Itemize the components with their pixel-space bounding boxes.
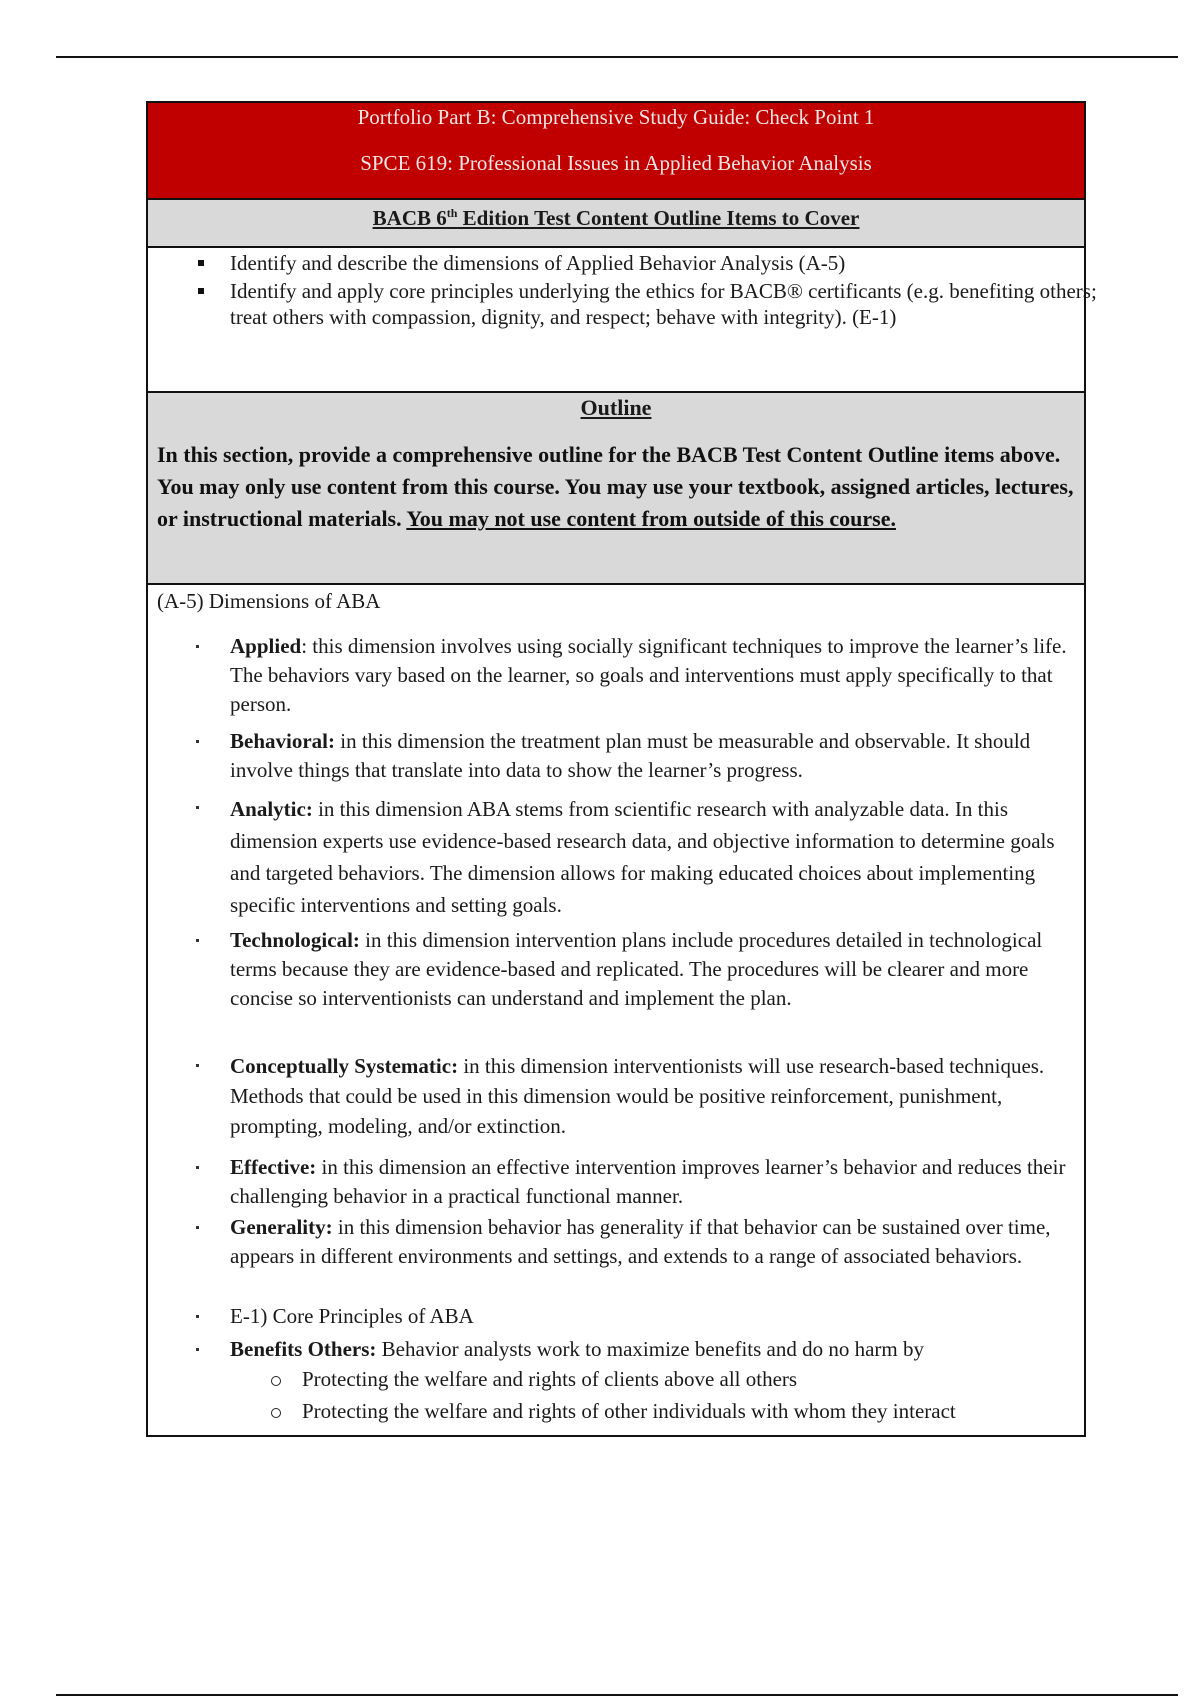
list-item: Generality: in this dimension behavior has generality if that behavior can be sustained over time, appears in different environments and settings, and extends to a range of associated behaviors.	[230, 1213, 1075, 1271]
list-item: Conceptually Systematic: in this dimension interventionists will use research-based techniques. Methods that could be used in this dimension would be positive reinforcement, punishment, prompting, modeling, and/or extinction.	[230, 1051, 1075, 1141]
outline-restriction: You may not use content from outside of this course.	[406, 506, 897, 531]
circle-bullet-icon	[271, 1408, 281, 1418]
bullet-icon	[196, 806, 199, 809]
list-item: Technological: in this dimension intervention plans include procedures detailed in technological terms because they are evidence-based and replicated. The procedures will be clearer and more concise so interventionists can understand and implement the plan.	[230, 926, 1075, 1013]
header-banner	[148, 103, 1084, 200]
study-guide-table	[146, 101, 1097, 1437]
list-item: Benefits Others: Behavior analysts work to maximize benefits and do no harm by	[230, 1335, 1075, 1364]
outline-content	[148, 585, 1084, 1435]
outline-instructions: In this section, provide a comprehensive outline for the BACB Test Content Outline items above. You may only use content from this course. You may use your textbook, assigned articles, lectures, or instructional materials. You may not use content from outside of this course.	[157, 442, 1074, 531]
bullet-icon	[196, 1226, 199, 1229]
bottom-rule	[56, 1694, 1178, 1696]
items-heading-sup: th	[446, 206, 458, 220]
bullet-icon	[196, 1166, 199, 1169]
square-bullet-icon	[198, 260, 204, 266]
list-item: Applied: this dimension involves using socially significant techniques to improve the learner’s life. The behaviors vary based on the learner, so goals and interventions must apply specifically to that person.	[230, 632, 1075, 719]
list-item: Identify and describe the dimensions of Applied Behavior Analysis (A-5)	[230, 250, 1110, 276]
items-heading-suffix: Edition Test Content Outline Items to Cover	[457, 206, 860, 230]
outline-section	[148, 393, 1084, 585]
outline-title: Outline	[580, 395, 652, 420]
bullet-icon	[196, 1315, 199, 1318]
list-item	[230, 1302, 1075, 1331]
bullet-icon	[196, 1064, 199, 1067]
items-heading	[148, 200, 1084, 248]
course-title: SPCE 619: Professional Issues in Applied Behavior Analysis	[360, 151, 872, 175]
sub-list-item: Protecting the welfare and rights of other individuals with whom they interact	[302, 1397, 1082, 1426]
bullet-icon	[196, 1348, 199, 1351]
bullet-icon	[196, 645, 199, 648]
list-item: Effective: in this dimension an effective intervention improves learner’s behavior and reduces their challenging behavior in a practical functional manner.	[230, 1153, 1075, 1211]
document-title: Portfolio Part B: Comprehensive Study Guide: Check Point 1	[357, 105, 875, 129]
circle-bullet-icon	[271, 1376, 281, 1386]
bullet-icon	[196, 939, 199, 942]
core-principles-label: E-1) Core Principles of ABA	[230, 1304, 474, 1328]
section-label: (A-5) Dimensions of ABA	[157, 589, 381, 613]
bullet-icon	[196, 740, 199, 743]
list-item: Identify and apply core principles underlying the ethics for BACB® certificants (e.g. benefiting others; treat others with compassion, dignity, and respect; behave with integrity). (E-1)	[230, 278, 1110, 330]
list-item: Behavioral: in this dimension the treatment plan must be measurable and observable. It should involve things that translate into data to show the learner’s progress.	[230, 727, 1075, 785]
sub-list-item: Protecting the welfare and rights of clients above all others	[302, 1365, 1082, 1394]
items-heading-prefix: BACB 6	[372, 206, 447, 230]
list-item: Analytic: in this dimension ABA stems from scientific research with analyzable data. In this dimension experts use evidence-based research data, and objective information to determine goals and targeted behaviors. The dimension allows for making educated choices about implementing specific interventions and setting goals.	[230, 793, 1075, 921]
square-bullet-icon	[198, 288, 204, 294]
items-list	[148, 248, 1097, 393]
top-rule	[56, 56, 1178, 58]
